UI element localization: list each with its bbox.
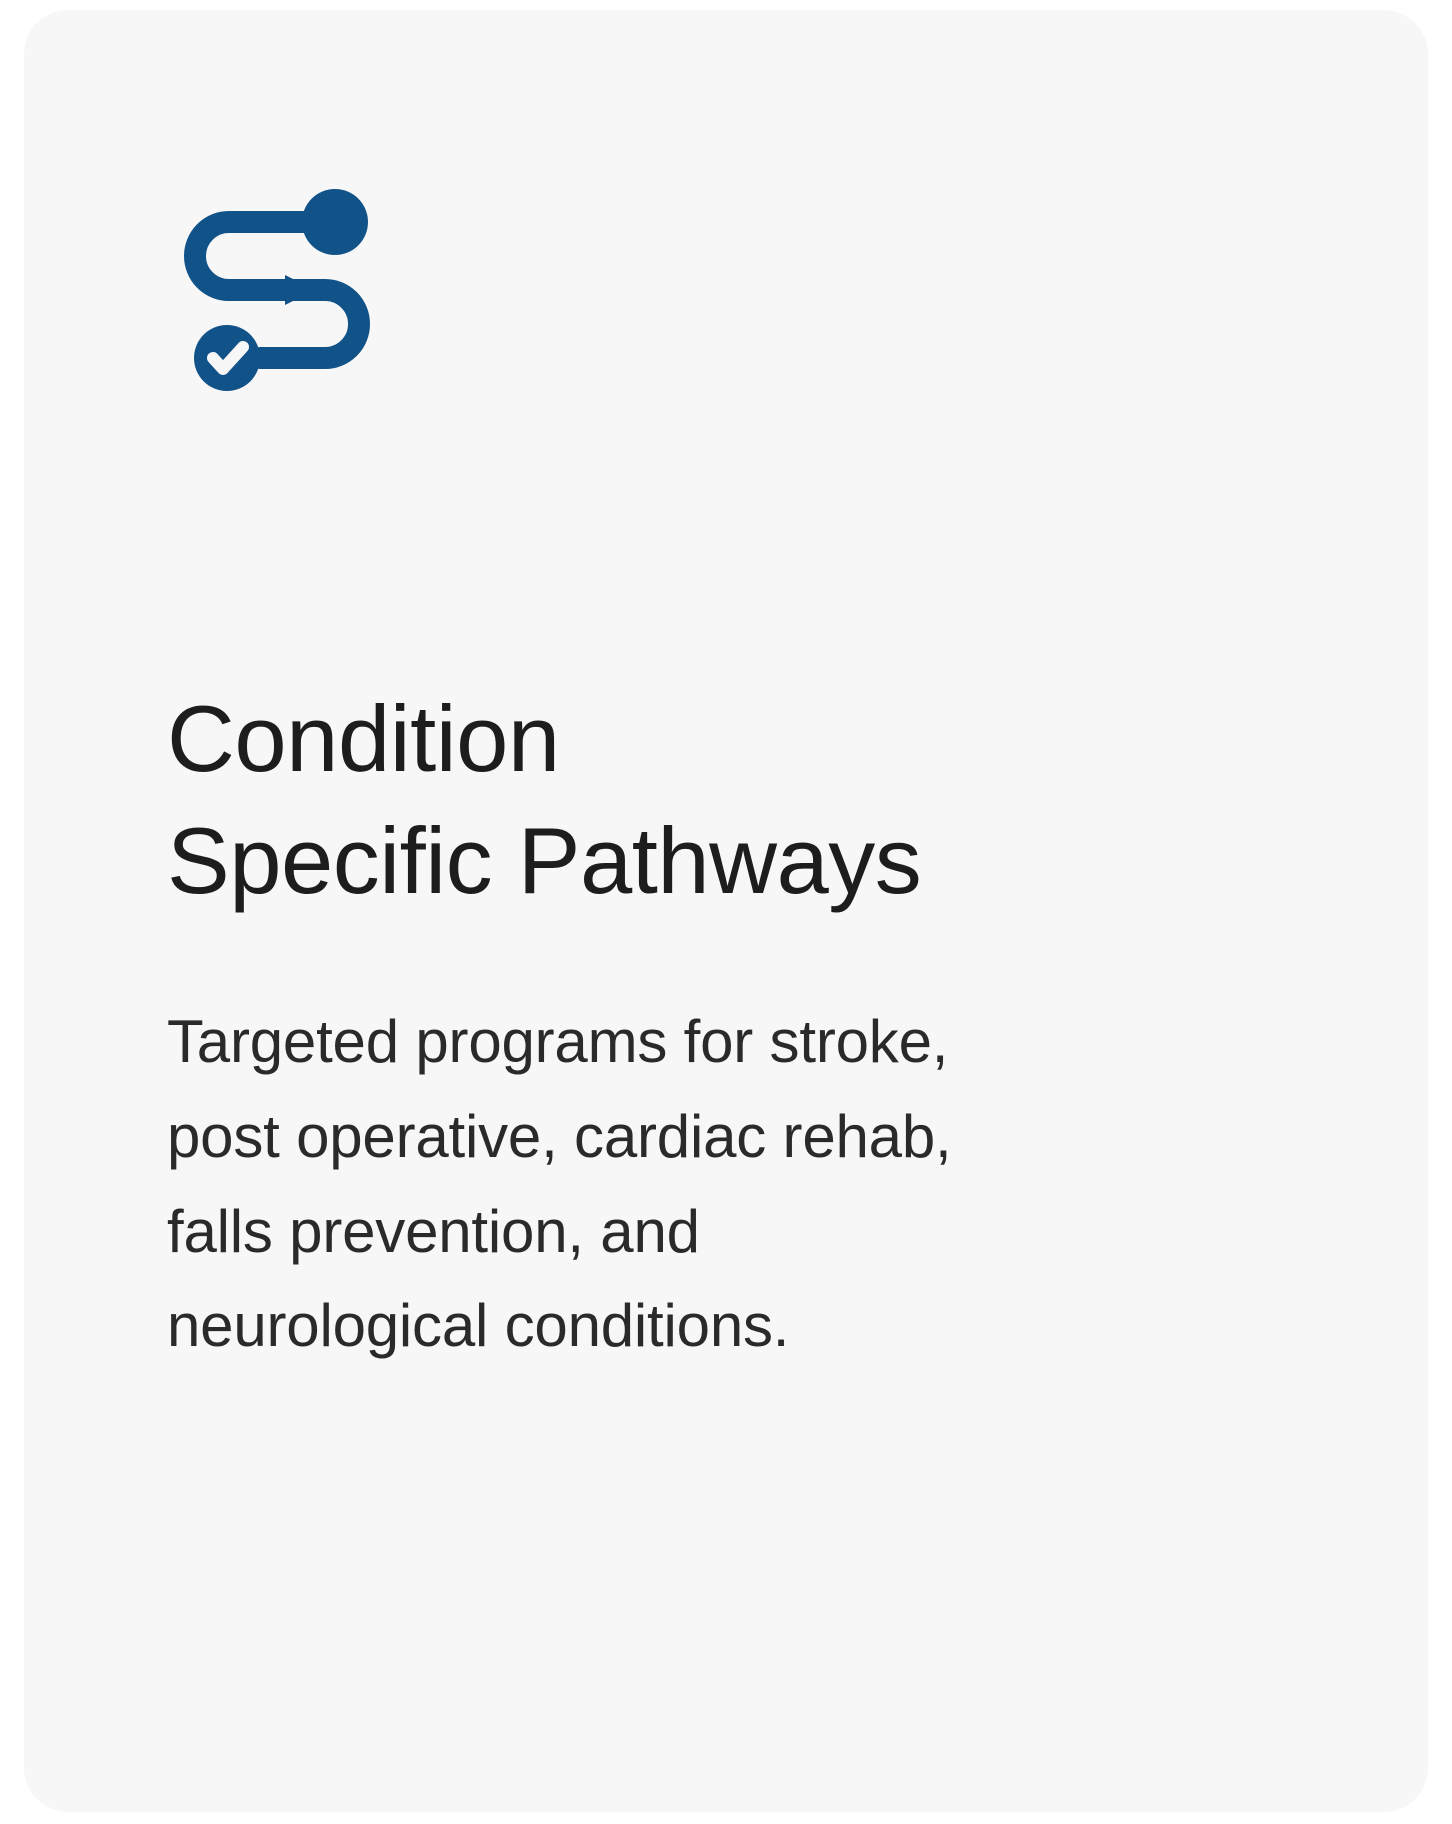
card-title-line: Specific Pathways [167,808,922,914]
card-description-line: post operative, cardiac rehab, [167,1102,952,1170]
feature-card [24,10,1428,1812]
card-title [167,678,1287,922]
card-title-line: Condition [167,686,560,792]
card-description [167,995,1097,1374]
card-description-line: neurological conditions. [167,1292,790,1360]
pathway-route-check-icon [165,175,385,395]
card-description-line: Targeted programs for stroke, [167,1008,949,1075]
card-description-line: falls prevention, and [167,1197,700,1265]
